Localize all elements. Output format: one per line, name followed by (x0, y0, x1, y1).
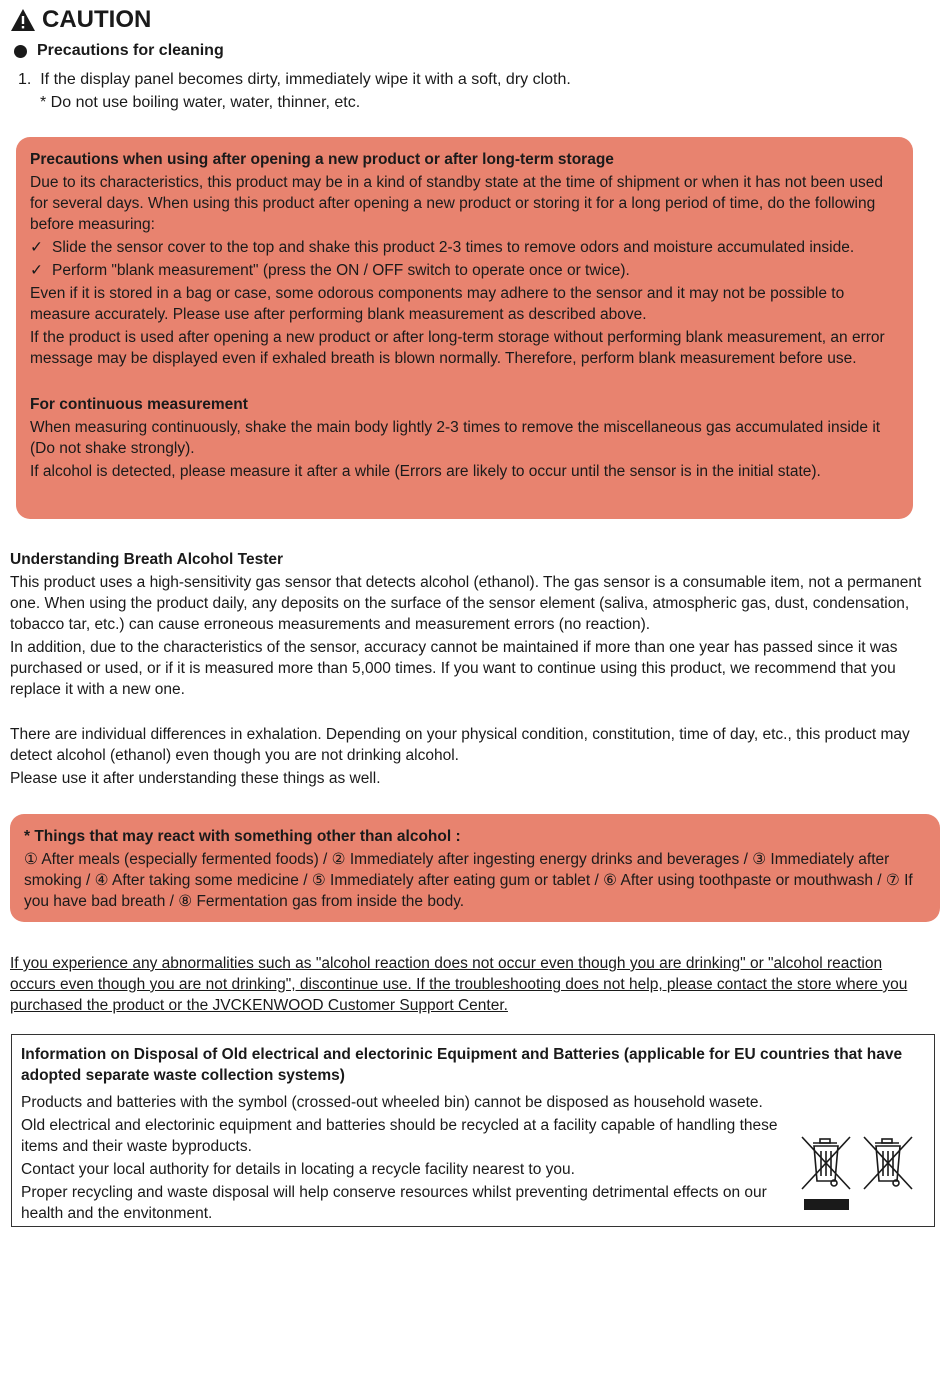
bullet-icon (14, 45, 27, 58)
storage-paragraph-2: Even if it is stored in a bag or case, some odorous components may adhere to the sensor and it may not be possible to measure accurately. Please use after performing blank measurement as described above. (30, 285, 845, 323)
checklist-item-2 (30, 260, 900, 281)
reaction-sources-heading: * Things that may react with something other than alcohol : (24, 828, 461, 845)
understanding-heading: Understanding Breath Alcohol Tester (10, 551, 284, 568)
reaction-sources-box (10, 814, 940, 922)
caution-title (10, 6, 151, 34)
caution-label: CAUTION (42, 6, 152, 33)
disposal-paragraph-2: Old electrical and electorinic equipment and batteries should be recycled at a facility capable of handling these items and their waste byproducts. (21, 1117, 778, 1155)
storage-paragraph-3: If the product is used after opening a new product or after long-term storage without performing blank measurement, an error message may be displayed even if exhaled breath is blown normally. Therefore, perform blank measurement before use. (30, 329, 885, 367)
storage-precautions-heading: Precautions when using after opening a new product or after long-term storage (30, 151, 614, 168)
understanding-paragraph-1: This product uses a high-sensitivity gas sensor that detects alcohol (ethanol). The gas sensor is a consumable item, not a permanent one. When using the product daily, any deposits on the surface of the sensor element (saliva, atmospheric gas, dust, condensation, tobacco tar, etc.) can cause erroneous measurements and measurement errors (no reaction). (10, 574, 922, 633)
disposal-paragraph-4: Proper recycling and waste disposal will help conserve resources whilst preventing detrimental effects on our health and the envitonment. (21, 1184, 767, 1222)
storage-paragraph-1: Due to its characteristics, this product may be in a kind of standby state at the time of shipment or when it has not been used for several days. When using this product after opening a new product or storing it for a long period of time, do the following before measuring: (30, 174, 883, 233)
disposal-heading: Information on Disposal of Old electrical and electorinic Equipment and Batteries (applicable for EU countries that have adopted separate waste collection systems) (21, 1046, 903, 1084)
cleaning-item-1: 1. If the display panel becomes dirty, immediately wipe it with a soft, dry cloth. (18, 71, 571, 88)
warning-triangle-icon (10, 8, 36, 32)
crossed-out-wheeled-bin-icon (862, 1135, 914, 1215)
check-icon: ✓ (30, 239, 43, 256)
continuous-paragraph-1: When measuring continuously, shake the main body lightly 2-3 times to remove the miscellaneous gas accumulated inside it (Do not shake strongly). (30, 419, 881, 457)
abnormality-notice: If you experience any abnormalities such as "alcohol reaction does not occur even though you are drinking" or "alcohol reaction occurs even though you are not drinking", discontinue use. If the troubleshooting does not help, please contact the store where you purchased the product or the JVCKENWOOD Customer Support Center. (10, 955, 908, 1014)
understanding-paragraph-4: Please use it after understanding these things as well. (10, 770, 381, 787)
understanding-paragraph-3: There are individual differences in exhalation. Depending on your physical condition, constitution, time of day, etc., this product may detect alcohol (ethanol) even though you are not drinking alcohol. (10, 726, 910, 764)
continuous-paragraph-2: If alcohol is detected, please measure it after a while (Errors are likely to occur until the sensor is in the initial state). (30, 463, 821, 480)
cleaning-section-heading (14, 42, 224, 60)
cleaning-item-note: * Do not use boiling water, water, thinner, etc. (40, 94, 361, 111)
crossed-out-wheeled-bin-with-bar-icon (800, 1135, 852, 1215)
cleaning-heading-text: Precautions for cleaning (37, 42, 224, 59)
checklist-item-1-text: Slide the sensor cover to the top and shake this product 2-3 times to remove odors and moisture accumulated inside. (52, 239, 855, 256)
storage-precautions-box (16, 137, 913, 519)
reaction-sources-list: ① After meals (especially fermented foods) / ② Immediately after ingesting energy drinks and beverages / ③ Immediately after smoking / ④ After taking some medicine / ⑤ Immediately after eating gum or tablet / ⑥ After using toothpaste or mouthwash / ⑦ If you have bad breath / ⑧ Fermentation gas from inside the body. (24, 851, 913, 910)
disposal-paragraph-1: Products and batteries with the symbol (crossed-out wheeled bin) cannot be disposed as household wasete. (21, 1094, 763, 1111)
continuous-heading: For continuous measurement (30, 396, 248, 413)
check-icon: ✓ (30, 262, 43, 279)
disposal-icons (800, 1135, 914, 1215)
disposal-paragraph-3: Contact your local authority for details in locating a recycle facility nearest to you. (21, 1161, 575, 1178)
checklist-item-1 (30, 237, 900, 258)
disposal-info-box (11, 1034, 935, 1227)
understanding-section (10, 549, 940, 789)
checklist-item-2-text: Perform "blank measurement" (press the ON / OFF switch to operate once or twice). (52, 262, 630, 279)
understanding-paragraph-2: In addition, due to the characteristics of the sensor, accuracy cannot be maintained if more than one year has passed since it was purchased or used, or if it is measured more than 5,000 times. If you want to continue using this product, we recommend that you replace it with a new one. (10, 639, 898, 698)
